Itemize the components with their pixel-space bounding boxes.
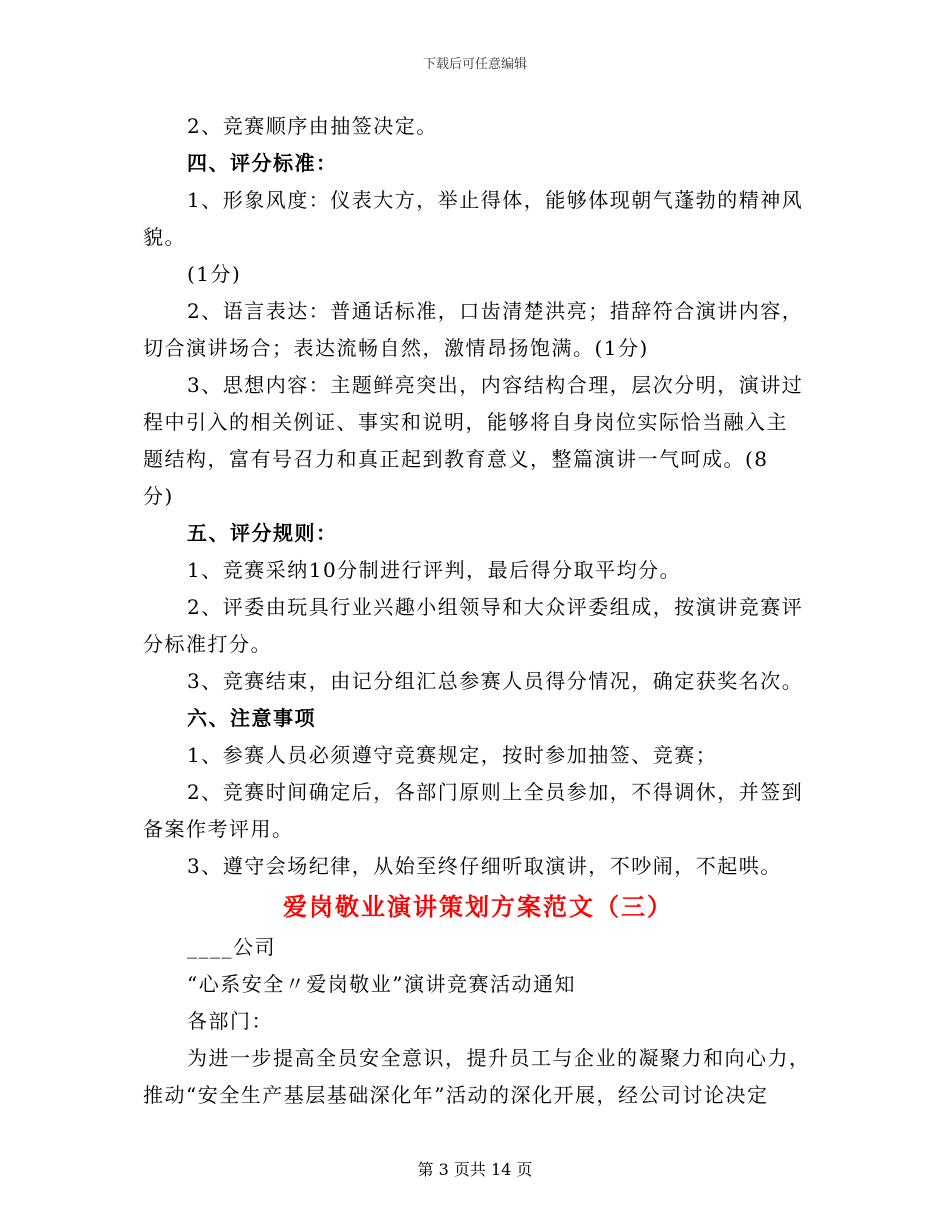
paragraph-line: 切合演讲场合；表达流畅自然，激情昂扬饱满。(1分): [143, 336, 649, 360]
paragraph-line: 各部门：: [187, 1009, 273, 1033]
paragraph-line: 推动“安全生产基层基础深化年”活动的深化开展，经公司讨论决定: [143, 1083, 769, 1107]
paragraph-line: 分): [143, 484, 174, 508]
section-heading-scoring-rules: 五、评分规则：: [187, 521, 338, 545]
paragraph-line: 3、思想内容：主题鲜亮突出，内容结构合理，层次分明，演讲过: [187, 373, 804, 397]
paragraph-line: 1、竞赛采纳10分制进行评判，最后得分取平均分。: [187, 558, 682, 582]
paragraph-line: 1、参赛人员必须遵守竞赛规定，按时参加抽签、竞赛；: [187, 743, 718, 767]
section-heading-scoring-standard: 四、评分标准：: [187, 151, 338, 175]
paragraph-line: 题结构，富有号召力和真正起到教育意义，整篇演讲一气呵成。(8: [143, 447, 769, 471]
paragraph-line: (1分): [187, 262, 242, 286]
section-heading-notes: 六、注意事项: [187, 706, 316, 730]
paragraph-line: 2、评委由玩具行业兴趣小组领导和大众评委组成，按演讲竞赛评: [187, 595, 804, 619]
page-number: 第 3 页共 14 页: [417, 1160, 533, 1179]
paragraph-line: 2、语言表达：普通话标准，口齿清楚洪亮；措辞符合演讲内容，: [187, 299, 804, 323]
paragraph-line: 3、竞赛结束，由记分组汇总参赛人员得分情况，确定获奖名次。: [187, 669, 804, 693]
paragraph-line: 分标准打分。: [143, 632, 272, 656]
paragraph-line: “心系安全〃爱岗敬业”演讲竞赛活动通知: [187, 972, 576, 996]
paragraph-line: 貌。: [143, 225, 186, 249]
document-section-title: 爱岗敬业演讲策划方案范文（三）: [283, 892, 673, 921]
paragraph-line: 备案作考评用。: [143, 817, 294, 841]
page-header-note: 下载后可任意编辑: [422, 57, 527, 72]
document-body: [143, 108, 813, 1114]
paragraph-line: 2、竞赛时间确定后，各部门原则上全员参加，不得调休，并签到: [187, 780, 804, 804]
paragraph-line: 程中引入的相关例证、事实和说明，能够将自身岗位实际恰当融入主: [143, 410, 788, 434]
paragraph-line: 1、形象风度：仪表大方，举止得体，能够体现朝气蓬勃的精神风: [187, 188, 804, 212]
paragraph-line: ____公司: [187, 935, 276, 959]
paragraph-line: 3、遵守会场纪律，从始至终仔细听取演讲，不吵闹，不起哄。: [187, 854, 782, 878]
paragraph-line: 为进一步提高全员安全意识，提升员工与企业的凝聚力和向心力，: [187, 1046, 811, 1070]
paragraph-line: 2、竞赛顺序由抽签决定。: [187, 114, 438, 138]
